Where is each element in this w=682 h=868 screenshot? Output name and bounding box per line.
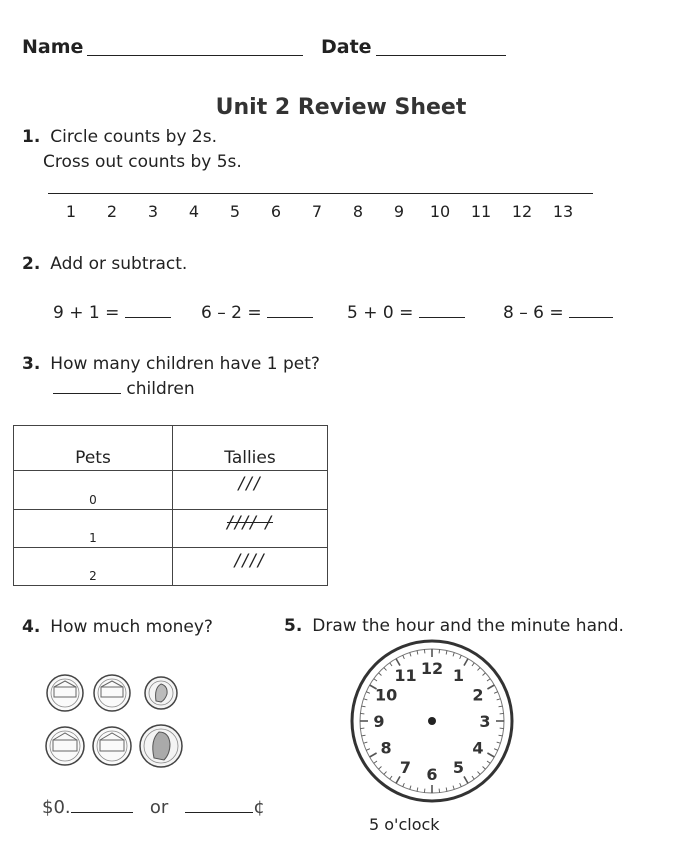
q3-prompt — [22, 354, 320, 374]
number-line-label[interactable]: 2 — [106, 202, 118, 221]
q1-number: 1. — [22, 127, 41, 147]
clock-caption: 5 o'clock — [369, 815, 440, 834]
pets-cell: 0 — [14, 471, 173, 510]
clock-number: 7 — [399, 757, 412, 777]
number-line-label[interactable]: 9 — [393, 202, 405, 221]
date-field[interactable] — [376, 55, 506, 56]
pets-cell: 1 — [14, 510, 173, 548]
tally-table — [13, 425, 328, 586]
q2-answer-3[interactable] — [419, 316, 465, 318]
q5-text: Draw the hour and the minute hand. — [312, 616, 624, 636]
nickel-coin — [93, 727, 131, 765]
q2-answer-1[interactable] — [125, 316, 171, 318]
q4-cent-answer[interactable] — [185, 811, 253, 813]
date-label: Date — [321, 36, 372, 58]
penny-coin — [145, 677, 177, 709]
q2-problem-2 — [201, 303, 313, 323]
q4-text: How much money? — [50, 617, 213, 637]
clock-number: 1 — [452, 666, 465, 686]
q4-dollar-answer[interactable] — [71, 811, 133, 813]
clock-number: 2 — [472, 685, 484, 705]
q1-line1: Circle counts by 2s. — [50, 127, 217, 147]
tally-cell: //// — [173, 548, 328, 586]
clock-number: 6 — [426, 765, 438, 784]
clock-number: 5 — [452, 757, 465, 777]
number-line-label[interactable]: 7 — [311, 202, 323, 221]
number-line-label[interactable]: 11 — [470, 202, 492, 221]
tally-cell: //// / — [173, 510, 328, 548]
clock-center-dot — [428, 717, 436, 725]
q5-number: 5. — [284, 616, 303, 636]
clock-number: 10 — [374, 685, 398, 705]
clock-number: 11 — [394, 666, 417, 686]
nickel-coin — [94, 675, 130, 711]
q4-prompt — [22, 617, 213, 637]
clock-number: 4 — [472, 738, 484, 758]
q3-text: How many children have 1 pet? — [50, 354, 320, 374]
q3-answer-line — [53, 379, 195, 399]
q2-number: 2. — [22, 254, 41, 274]
nickel-coin — [140, 725, 182, 767]
q3-number: 3. — [22, 354, 41, 374]
q4-answer-row — [42, 797, 265, 818]
q2-problem-4 — [503, 303, 613, 323]
q2-problem-1-text: 9 + 1 = — [53, 303, 120, 323]
number-line-label[interactable]: 1 — [65, 202, 77, 221]
q2-text: Add or subtract. — [50, 254, 188, 274]
number-line-labels — [0, 202, 682, 224]
number-line-label[interactable]: 5 — [229, 202, 241, 221]
q1-line2: Cross out counts by 5s. — [43, 152, 242, 172]
q2-problem-4-text: 8 – 6 = — [503, 303, 564, 323]
clock-number: 12 — [420, 659, 444, 678]
number-line-label[interactable]: 13 — [552, 202, 574, 221]
q2-problem-3 — [347, 303, 465, 323]
q2-problem-3-text: 5 + 0 = — [347, 303, 414, 323]
cent-sign: ¢ — [253, 797, 265, 818]
number-line-label[interactable]: 10 — [429, 202, 451, 221]
pets-header: Pets — [14, 426, 173, 471]
q3-answer-unit: children — [126, 379, 195, 399]
tally-row-1 — [14, 510, 328, 548]
q2-prompt — [22, 254, 187, 274]
dollar-prefix: $0. — [42, 797, 71, 818]
or-label: or — [149, 797, 169, 818]
number-line-label[interactable]: 12 — [511, 202, 533, 221]
q2-answer-2[interactable] — [267, 316, 313, 318]
tally-header-row — [14, 426, 328, 471]
tally-cell: /// — [173, 471, 328, 510]
q2-problem-1 — [53, 303, 171, 323]
clock-number: 9 — [373, 712, 385, 731]
page-title: Unit 2 Review Sheet — [215, 95, 467, 120]
pets-cell: 2 — [14, 548, 173, 586]
coins-group — [40, 670, 205, 775]
q2-answer-4[interactable] — [569, 316, 613, 318]
name-label: Name — [22, 36, 84, 58]
q2-problem-2-text: 6 – 2 = — [201, 303, 262, 323]
clock-number: 3 — [479, 712, 491, 731]
tally-row-0 — [14, 471, 328, 510]
number-line — [48, 193, 593, 194]
q4-number: 4. — [22, 617, 41, 637]
name-field[interactable] — [87, 55, 303, 56]
number-line-label[interactable]: 4 — [188, 202, 200, 221]
q5-prompt — [284, 616, 624, 636]
q3-answer[interactable] — [53, 392, 121, 394]
nickel-coin — [47, 675, 83, 711]
number-line-label[interactable]: 3 — [147, 202, 159, 221]
number-line-label[interactable]: 6 — [270, 202, 282, 221]
tallies-header: Tallies — [173, 426, 328, 471]
clock-number: 8 — [380, 738, 392, 758]
clock-face[interactable] — [347, 636, 517, 806]
number-line-label[interactable]: 8 — [352, 202, 364, 221]
tally-row-2 — [14, 548, 328, 586]
nickel-coin — [46, 727, 84, 765]
q1-prompt — [22, 127, 217, 147]
